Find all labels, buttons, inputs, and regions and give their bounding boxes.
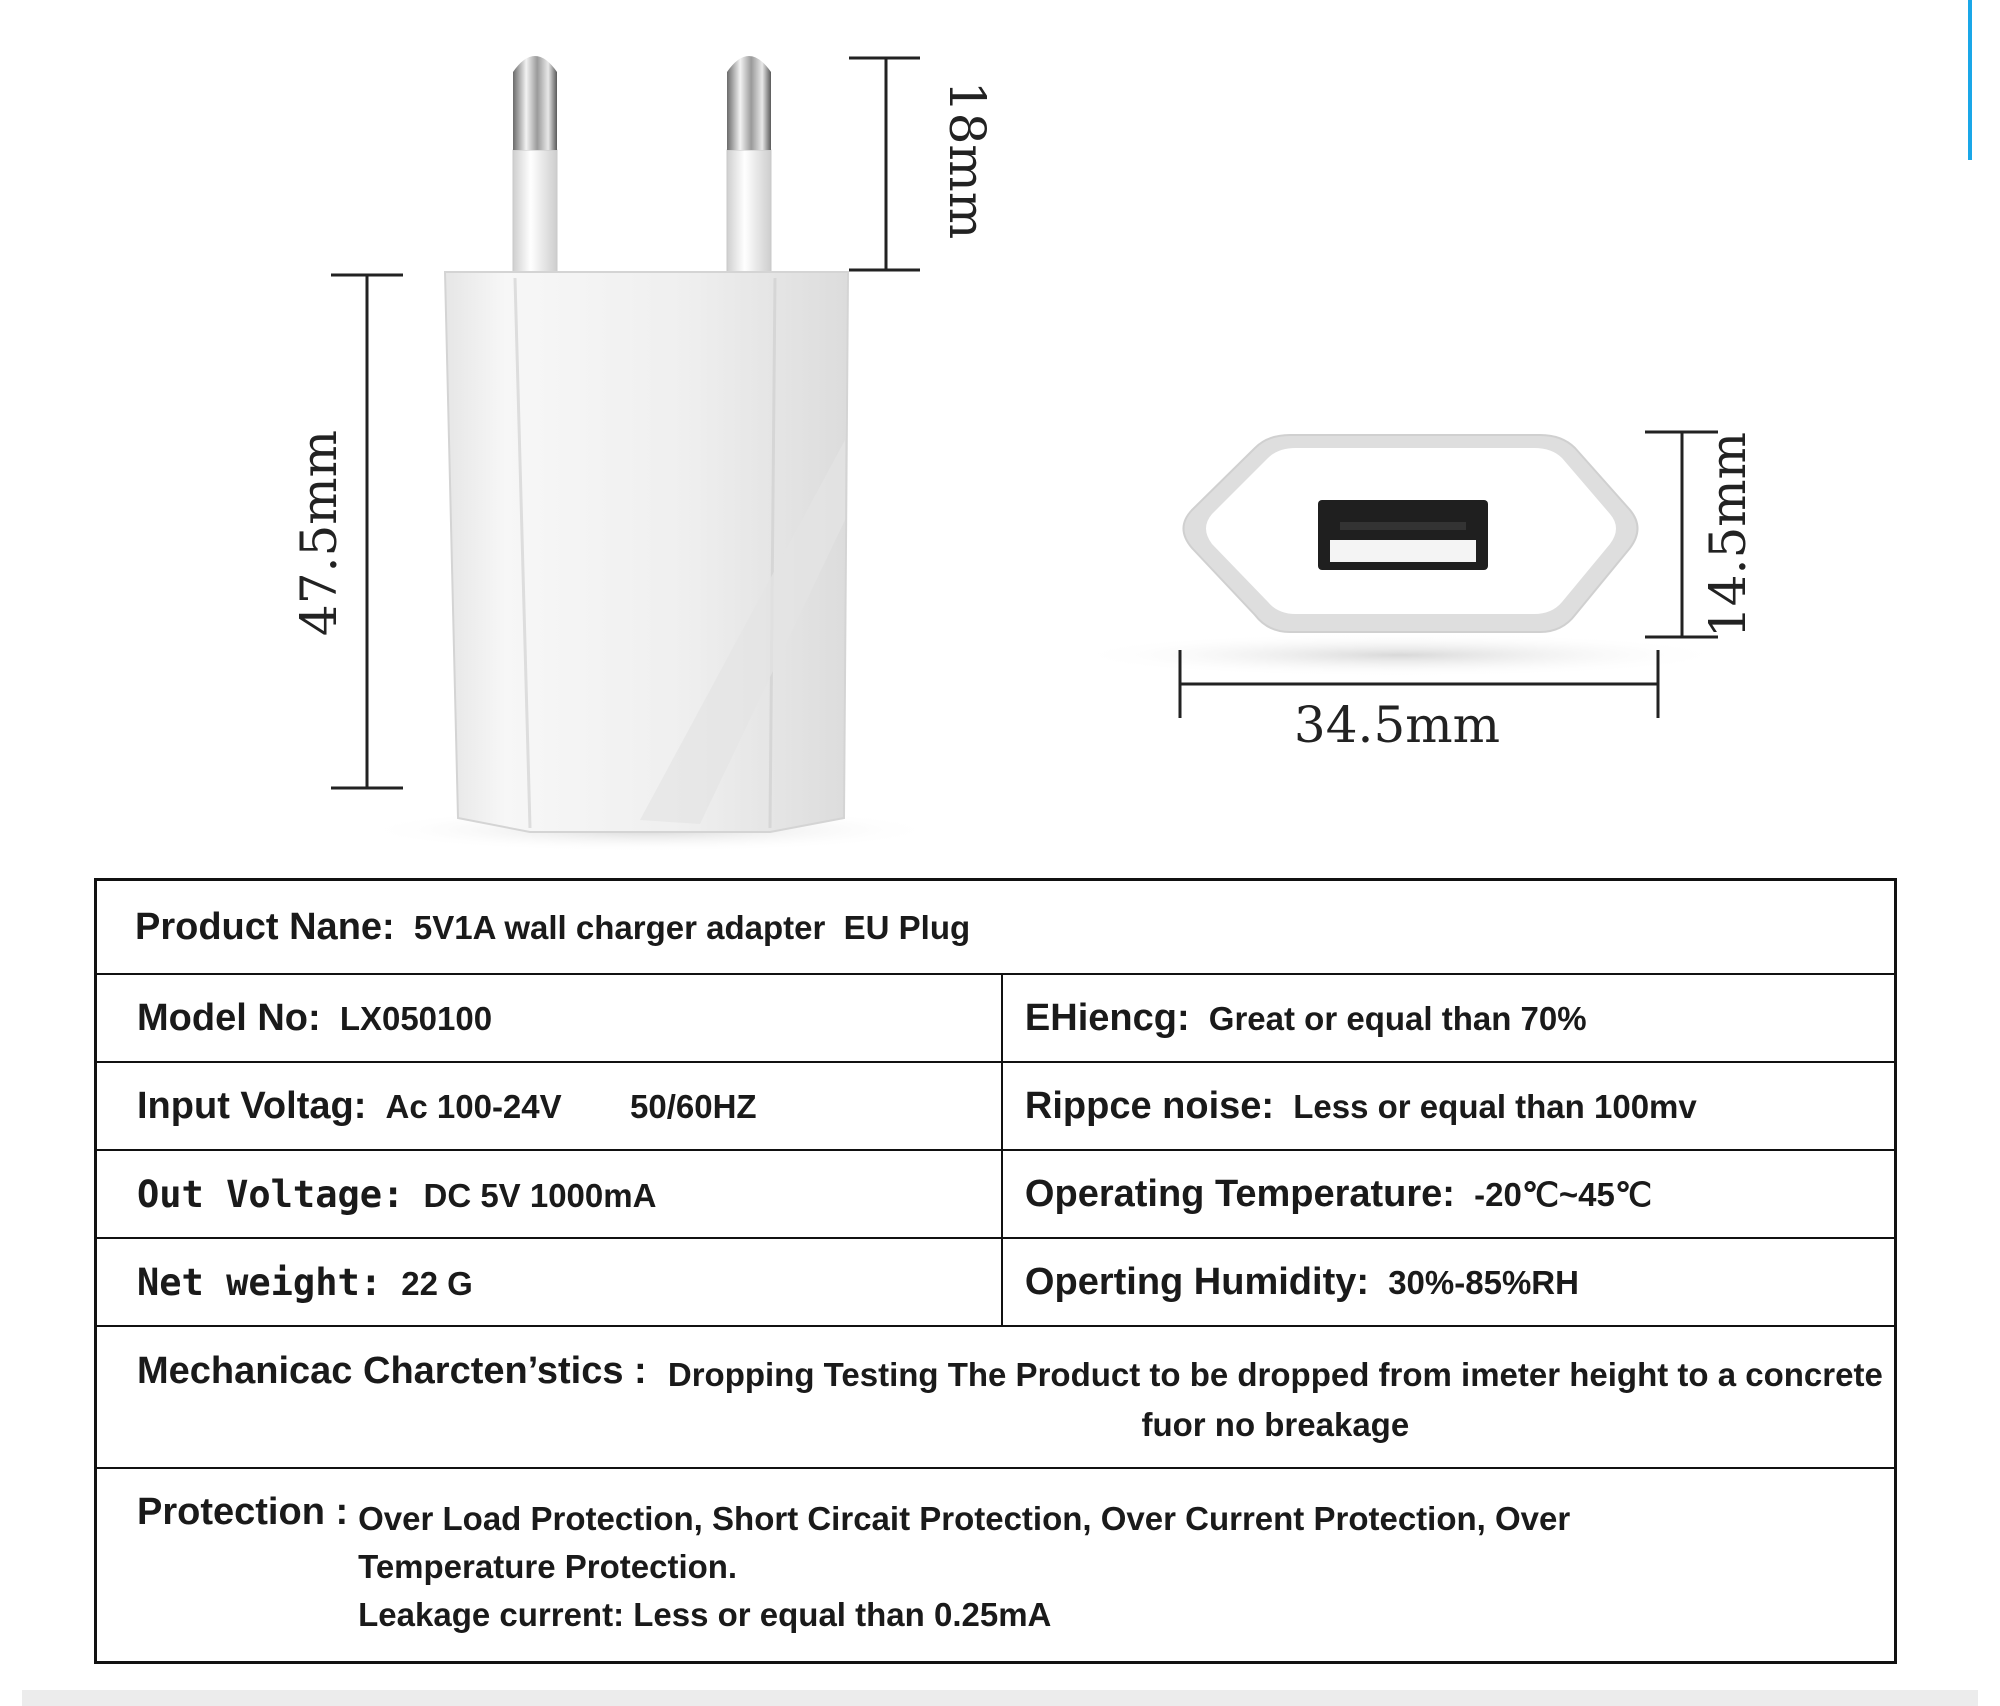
operating-temperature-label: Operating Temperature: bbox=[1024, 1172, 1455, 1215]
table-row bbox=[96, 1326, 1896, 1468]
protection-line-1: Over Load Protection, Short Circait Protection, Over Current Protection, Over bbox=[358, 1500, 1571, 1537]
out-voltage-cell bbox=[96, 1150, 1002, 1238]
model-no-value: LX050100 bbox=[339, 999, 493, 1037]
net-weight-cell bbox=[96, 1238, 1002, 1326]
bottom-band bbox=[22, 1690, 1978, 1706]
mechanical-value: Dropping Testing The Product to be dropped from imeter height to a concrete fuor no breakage bbox=[667, 1356, 1883, 1443]
plug-pin-left bbox=[513, 56, 557, 272]
efficiency-value: Great or equal than 70% bbox=[1208, 999, 1587, 1037]
plug-pin-right bbox=[727, 56, 771, 272]
protection-line-2: Temperature Protection. bbox=[358, 1548, 738, 1585]
operating-humidity-value: 30%-85%RH bbox=[1388, 1263, 1579, 1301]
face-height-label: 14.5mm bbox=[1699, 431, 1757, 639]
input-frequency-value: 50/60HZ bbox=[630, 1087, 757, 1125]
product-name-cell bbox=[96, 880, 1896, 975]
plug-front-view bbox=[1070, 435, 1730, 677]
mechanical-cell bbox=[96, 1326, 1896, 1468]
operating-temperature-cell bbox=[1002, 1150, 1896, 1238]
operating-humidity-label: Operting Humidity: bbox=[1024, 1260, 1370, 1303]
input-voltage-value: Ac 100-24V bbox=[385, 1087, 562, 1125]
operating-humidity-cell bbox=[1002, 1238, 1896, 1326]
product-name-value: 5V1A wall charger adapter EU Plug bbox=[413, 908, 971, 946]
plug-side-view bbox=[360, 56, 940, 852]
operating-temperature-value: -20℃~45℃ bbox=[1474, 1175, 1652, 1213]
table-row bbox=[96, 880, 1896, 975]
protection-cell bbox=[96, 1468, 1896, 1663]
table-row bbox=[96, 1150, 1896, 1238]
efficiency-cell bbox=[1002, 974, 1896, 1062]
dimension-pin-length bbox=[849, 58, 996, 270]
table-row bbox=[96, 1062, 1896, 1150]
input-voltage-cell bbox=[96, 1062, 1002, 1150]
efficiency-label: EHiencg: bbox=[1024, 996, 1190, 1039]
ripple-noise-label: Rippce noise: bbox=[1024, 1084, 1275, 1127]
mechanical-label: Mechanicac Charcten’stics : bbox=[137, 1350, 647, 1392]
net-weight-value: 22 G bbox=[401, 1264, 473, 1302]
input-voltage-label: Input Voltag: bbox=[137, 1084, 367, 1127]
dimension-plug-height bbox=[290, 275, 403, 788]
model-no-cell bbox=[96, 974, 1002, 1062]
usb-port bbox=[1318, 500, 1488, 570]
net-weight-label: Net weight: bbox=[137, 1260, 383, 1304]
table-row bbox=[96, 974, 1896, 1062]
spec-table bbox=[94, 878, 1897, 1664]
pin-length-label: 18mm bbox=[938, 80, 996, 240]
protection-label: Protection : bbox=[137, 1491, 349, 1533]
ripple-noise-value: Less or equal than 100mv bbox=[1293, 1087, 1697, 1125]
model-no-label: Model No: bbox=[137, 996, 321, 1039]
plug-height-label: 47.5mm bbox=[290, 429, 348, 637]
dimension-face-height bbox=[1645, 432, 1757, 638]
product-name-label: Product Nane: bbox=[135, 905, 395, 948]
out-voltage-label: Out Voltage: bbox=[137, 1172, 405, 1216]
table-row bbox=[96, 1238, 1896, 1326]
out-voltage-value: DC 5V 1000mA bbox=[423, 1176, 657, 1214]
table-row bbox=[96, 1468, 1896, 1663]
protection-line-3: Leakage current: Less or equal than 0.25mA bbox=[358, 1596, 1052, 1633]
face-width-label: 34.5mm bbox=[1293, 696, 1501, 754]
ripple-noise-cell bbox=[1002, 1062, 1896, 1150]
